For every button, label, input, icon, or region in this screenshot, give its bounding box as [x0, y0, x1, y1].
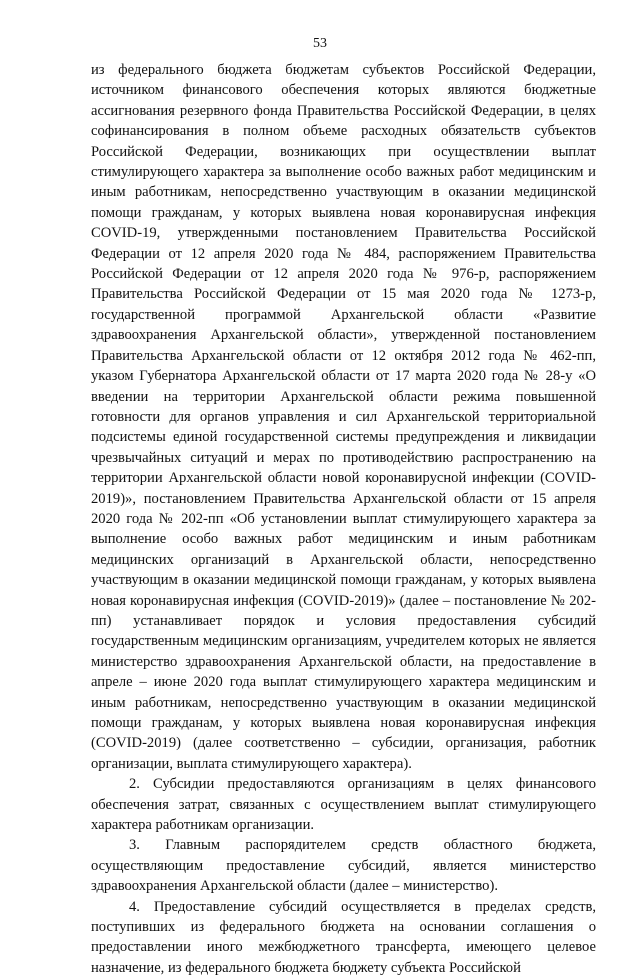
paragraph-4: 4. Предоставление субсидий осуществляется в пределах средств, поступивших из федерального бюджета на основании соглашения о предоставлении иного межбюджетного трансферта, имеющего целевое назначение, из федерального бюджета бюджету субъекта Российской — [91, 898, 596, 976]
paragraph-2: 2. Субсидии предоставляются организациям в целях финансового обеспечения затрат, связанных с осуществлением выплат стимулирующего характера работникам организации. — [91, 776, 596, 834]
document-body — [91, 60, 596, 978]
page-number: 53 — [313, 36, 327, 51]
paragraph-1-continuation: из федерального бюджета бюджетам субъектов Российской Федерации, источником финансового обеспечения которых являются бюджетные ассигнования резервного фонда Правительства Российской Федерации, в целях софинансирования в полном объеме расходных обязательств субъектов Российской Федерации, возникающих при осуществлении выплат стимулирующего характера за выполнение особо важных работ медицинским и иным работникам, непосредственно участвующим в оказании медицинской помощи гражданам, у которых выявлена новая коронавирусная инфекция COVID-19, утвержденными постановлением Правительства Российской Федерации от 12 апреля 2020 года № 484, распоряжением Правительства Российской Федерации от 12 апреля 2020 года № 976-р, распоряжением Правительства Российской Федерации от 15 мая 2020 года № 1273-р, государственной программой Архангельской области «Развитие здравоохранения Архангельской области», утвержденной постановлением Правительства Архангельской области от 12 октября 2012 года № 462-пп, указом Губернатора Архангельской области от 17 марта 2020 года № 28-у «О введении на территории Архангельской области режима повышенной готовности для органов управления и сил Архангельской территориальной подсистемы единой государственной системы предупреждения и ликвидации чрезвычайных ситуаций и мерах по противодействию распространению на территории Архангельской области новой коронавирусной инфекции (COVID-2019)», постановлением Правительства Архангельской области от 15 апреля 2020 года № 202-пп «Об установлении выплат стимулирующего характера за выполнение особо важных работ медицинским и иным работникам медицинских организаций в Архангельской области, непосредственно участвующим в оказании медицинской помощи гражданам, у которых выявлена новая коронавирусная инфекция (COVID-2019)» (далее – постановление № 202-пп) устанавливает порядок и условия предоставления субсидий государственным медицинским организациям, учредителем которых не является министерство здравоохранения Архангельской области, на предоставление в апреле – июне 2020 года выплат стимулирующего характера медицинским и иным работникам, непосредственно участвующим в оказании медицинской помощи гражданам, у которых выявлена новая коронавирусная инфекция (COVID-2019) (далее соответственно – субсидии, организация, работник организации, выплата стимулирующего характера). — [91, 62, 596, 772]
paragraph-3: 3. Главным распорядителем средств областного бюджета, осуществляющим предоставление субсидий, является министерство здравоохранения Архангельской области (далее – министерство). — [91, 837, 596, 895]
